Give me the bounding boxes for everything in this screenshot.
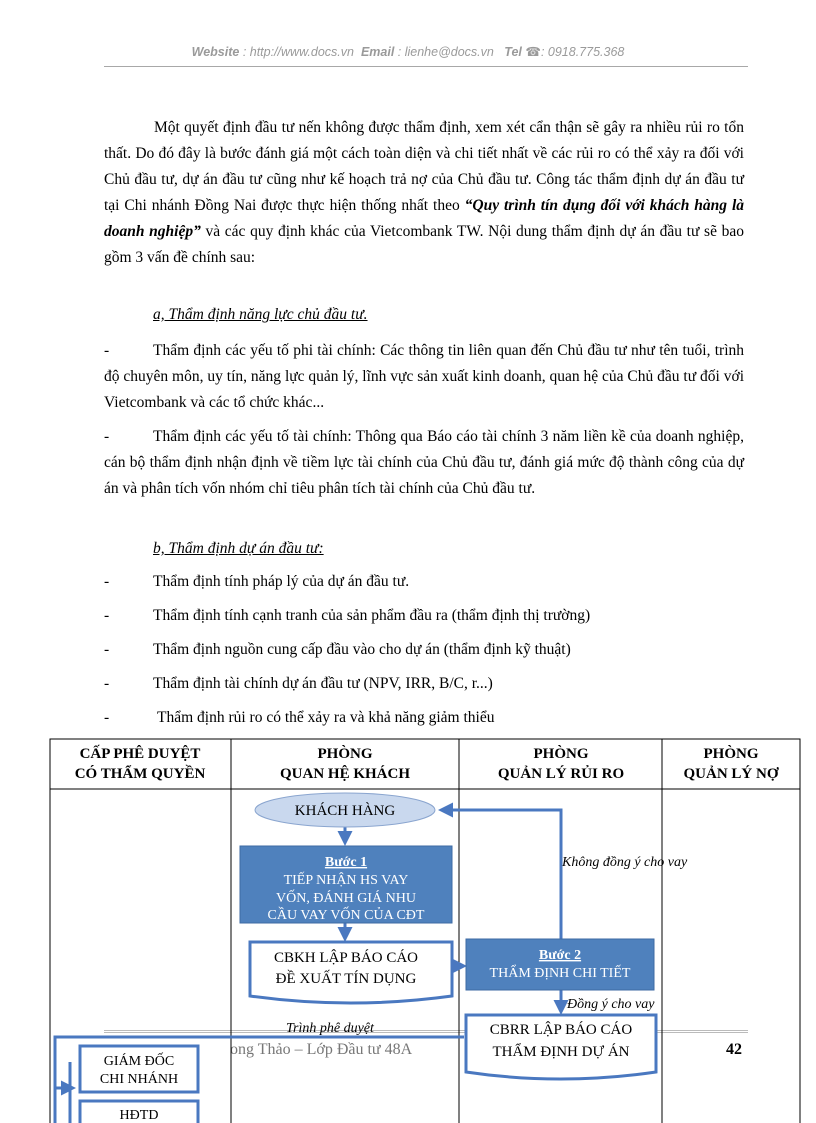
proposal-line2: ĐỀ XUẤT TÍN DỤNG (275, 971, 417, 987)
footer-author: ong Thảo – Lớp Đầu tư 48A (230, 1041, 413, 1058)
tel-label: Tel (504, 45, 522, 59)
column-approval-line2: CÓ THẨM QUYỀN (74, 766, 206, 782)
label-submit: Trình phê duyệt (286, 1021, 374, 1036)
column-customer-relations-line2: QUAN HỆ KHÁCH (279, 766, 411, 782)
step1-line1: TIẾP NHẬN HS VAY (283, 873, 409, 888)
page-number: 42 (726, 1041, 742, 1058)
label-approve: Đồng ý cho vay (567, 997, 655, 1012)
website-label: Website (191, 45, 240, 59)
section-b-item-4: Thẩm định tài chính dự án đầu tư (NPV, IRR, B/C, r...) (153, 675, 493, 692)
section-a-heading: a, Thẩm định năng lực chủ đầu tư. (153, 306, 368, 323)
column-customer-relations-line1: PHÒNG (317, 746, 373, 762)
dash: - (104, 675, 110, 692)
dash: - (104, 573, 110, 590)
column-risk-line2: QUẢN LÝ RỦI RO (497, 766, 625, 782)
director-line1: GIÁM ĐỐC (103, 1054, 175, 1069)
intro-emphasis: “Quy trình tín dụng đối với khách hàng là doanh nghiệp” (104, 197, 744, 240)
label-reject: Không đồng ý cho vay (562, 855, 688, 870)
dash: - (104, 342, 110, 359)
column-debt-line2: QUẢN LÝ NỢ (683, 766, 779, 782)
section-a-item-1-text: Thẩm định các yếu tố phi tài chính: Các thông tin liên quan đến Chủ đầu tư như tên tuổi, trình độ chuyên môn, uy tín, năng lực quản lý, lĩnh vực sản xuất kinh doanh, quan hệ của Chủ đầu tư đối với Vietcombank và các tổ chức khác... (104, 342, 744, 411)
intro-text-before: Một quyết định đầu tư nến không được thẩm định, xem xét cẩn thận sẽ gây ra nhiều rủi ro tổn thất. Do đó đây là bước đánh giá một cách toàn diện và chi tiết nhất về các rủi ro có thể xảy ra đối với Chủ đầu tư, dự án đầu tư cũng như kế hoạch trả nợ của Chủ đầu tư. Công tác thẩm định dự án đầu tư tại Chi nhánh Đồng Nai được thực hiện thống nhất theo (104, 119, 744, 214)
section-b-item-1: Thẩm định tính pháp lý của dự án đầu tư. (153, 573, 410, 590)
step2-line: THẨM ĐỊNH CHI TIẾT (489, 966, 631, 981)
section-b-heading: b, Thẩm định dự án đầu tư: (153, 540, 324, 557)
column-risk-line1: PHÒNG (533, 746, 589, 762)
council-label: HĐTD (119, 1108, 159, 1123)
risk-report-line2: THẨM ĐỊNH DỰ ÁN (492, 1044, 630, 1060)
section-b-item-2: Thẩm định tính cạnh tranh của sản phẩm đầu ra (thẩm định thị trường) (153, 607, 591, 624)
phone-icon: ☎ (525, 45, 541, 59)
intro-text-after: và các quy định khác của Vietcombank TW. Nội dung thẩm định dự án đầu tư sẽ bao gồm 3 vấn đề chính sau: (104, 223, 744, 266)
step2-title: Bước 2 (538, 948, 582, 963)
email-label: Email (360, 45, 395, 59)
email-value: : lienhe@docs.vn (397, 45, 494, 59)
dash: - (104, 709, 110, 726)
website-value: : http://www.docs.vn (242, 45, 354, 59)
section-b-item-3: Thẩm định nguồn cung cấp đầu vào cho dự án (thẩm định kỹ thuật) (153, 641, 571, 658)
column-approval-line1: CẤP PHÊ DUYỆT (79, 746, 201, 762)
dash: - (104, 641, 110, 658)
customer-label: KHÁCH HÀNG (294, 803, 396, 819)
step1-line3: CẦU VAY VỐN CỦA CĐT (267, 908, 425, 923)
section-b-item-5: Thẩm định rủi ro có thể xảy ra và khả năng giảm thiểu (157, 709, 495, 726)
proposal-line1: CBKH LẬP BÁO CÁO (273, 950, 419, 966)
dash: - (104, 428, 110, 445)
dash: - (104, 607, 110, 624)
risk-report-line1: CBRR LẬP BÁO CÁO (489, 1022, 633, 1038)
column-debt-line1: PHÒNG (703, 746, 759, 762)
section-a-item-2-text: Thẩm định các yếu tố tài chính: Thông qua Báo cáo tài chính 3 năm liền kề của doanh nghiệp, cán bộ thẩm định nhận định về tiềm lực tài chính của Chủ đầu tư, đánh giá mức độ thành công của dự án và phân tích vốn nhóm chỉ tiêu phân tích tài chính của Chủ đầu tư. (104, 428, 744, 497)
director-line2: CHI NHÁNH (99, 1072, 179, 1087)
step1-line2: VỐN, ĐÁNH GIÁ NHU (276, 891, 416, 906)
step1-title: Bước 1 (324, 855, 368, 870)
tel-value: : 0918.775.368 (540, 45, 625, 59)
step2-box (466, 939, 654, 990)
